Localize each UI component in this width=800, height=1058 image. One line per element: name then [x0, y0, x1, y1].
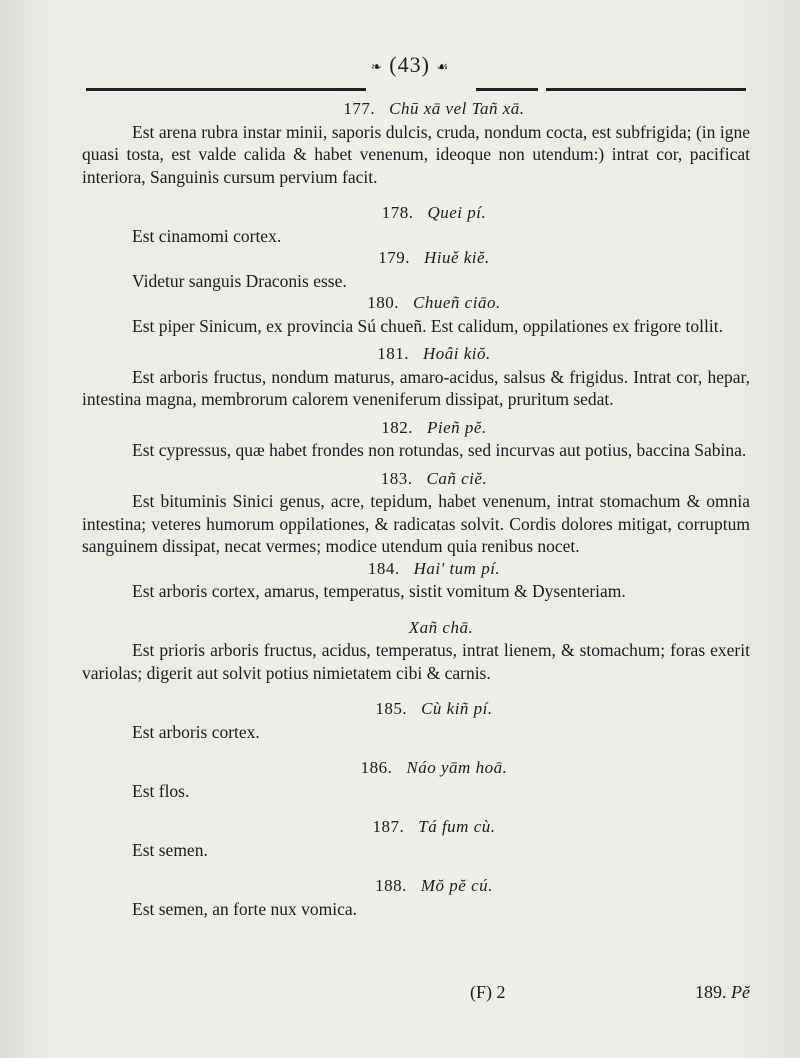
entry-text: Est cypressus, quæ habet frondes non rotundas, sed incurvas aut potius, baccina Sabina. — [132, 440, 747, 460]
entry-heading — [82, 468, 750, 491]
entry-text: Est arena rubra instar minii, saporis dulcis, cruda, nondum cocta, est subfrigida; (in igne quasi tosta, est valde calida & habet venenum, ideoque non utendum:) intrat cor, pacificat interiora, Sanguinis cursum pervium facit. — [82, 121, 750, 187]
entry-title: Xañ chā. — [408, 617, 474, 637]
entry-text: Est prioris arboris fructus, acidus, temperatus, intrat lienem, & stomachum; foras exerit variolas; digerit aut solvit potius nimietatem cibi & carnis. — [82, 640, 750, 683]
entry-text: Est semen, an forte nux vomica. — [132, 898, 358, 919]
entry-title: Hiuě kiĕ. — [423, 248, 490, 267]
entry-text: Est arboris fructus, nondum maturus, amaro-acidus, salsus & frigidus. Intrat cor, hepar, intestina magna, membrorum calorem veneniferum dissipat, pruritum sedat. — [82, 366, 750, 409]
ornament-right-icon: ☙ — [436, 58, 450, 74]
header-rule-right — [546, 88, 746, 91]
entry-title: Hoâi kiŏ. — [422, 344, 491, 363]
entry-title: Náo yām hoā. — [406, 758, 508, 777]
running-header — [0, 52, 800, 82]
entry-number: 178. — [381, 203, 414, 222]
entry-title: Quei pí. — [427, 203, 487, 222]
entry-heading — [82, 558, 750, 581]
entry-heading — [82, 98, 750, 121]
entry-number: 179. — [378, 248, 410, 267]
entry-heading — [82, 617, 750, 640]
entry-number: 177. — [343, 99, 376, 118]
header-rule-left — [86, 88, 366, 91]
entry-title: Mŏ pĕ cú. — [420, 876, 493, 895]
header-rule-mid — [476, 88, 538, 91]
entry-text: Est arboris cortex, amarus, temperatus, sistit vomitum & Dysenteriam. — [132, 581, 626, 601]
page-body — [82, 98, 750, 920]
entry-number: 184. — [367, 558, 400, 578]
entry-heading — [82, 875, 750, 898]
entry-heading — [82, 417, 750, 440]
entry-number: 183. — [380, 468, 413, 488]
entry-title: Chueñ ciāo. — [413, 293, 501, 312]
entry-heading — [82, 343, 750, 366]
catchword-word: Pĕ — [731, 982, 750, 1002]
entry-number: 187. — [372, 817, 405, 836]
entry-text: Est flos. — [132, 780, 190, 801]
entry-title: Tá fum cù. — [418, 817, 496, 836]
entry-heading — [82, 698, 750, 721]
entry-title: Chū xā vel Tañ xā. — [389, 99, 525, 118]
catchword-number: 189. — [695, 982, 727, 1002]
entry-text: Est bituminis Sinici genus, acre, tepidum, habet venenum, intrat stomachum & omnia intestina; veteres humorum oppilationes, & radicatas solvit. Cordis dolores mitigat, corruptum sanguinem dissipat, necat vermes; modice utendum quia renibus nocet. — [82, 491, 750, 556]
entry-heading — [82, 757, 750, 780]
entry-number: 186. — [360, 758, 393, 777]
entry-heading — [82, 247, 750, 270]
entry-heading — [82, 816, 750, 839]
entry-title: Hai' tum pí. — [413, 558, 501, 578]
page-number-text: (43) — [389, 52, 430, 77]
ornament-left-icon: ❧ — [370, 58, 383, 74]
entry-number: 181. — [377, 344, 409, 363]
entry-text: Est piper Sinicum, ex provincia Sú chueñ. Est calidum, oppilationes ex frigore tollit. — [132, 315, 723, 336]
entry-number: 180. — [367, 293, 400, 312]
entry-text: Videtur sanguis Draconis esse. — [132, 270, 347, 291]
entry-title: Cañ ciĕ. — [426, 468, 488, 488]
catchword — [695, 982, 750, 1003]
entry-text: Est semen. — [132, 839, 208, 860]
entry-number: 182. — [381, 417, 414, 437]
entry-number: 188. — [375, 876, 407, 895]
page-footer — [82, 982, 750, 1008]
entry-number: 185. — [375, 699, 408, 718]
entry-text: Est cinamomi cortex. — [132, 225, 282, 246]
entry-title: Cù kiñ pí. — [421, 699, 493, 718]
entry-text: Est arboris cortex. — [132, 721, 260, 742]
entry-title: Pieñ pĕ. — [427, 417, 487, 437]
page-number — [360, 52, 460, 78]
entry-heading — [82, 202, 750, 225]
entry-heading — [82, 292, 750, 315]
signature-mark: (F) 2 — [470, 982, 506, 1002]
